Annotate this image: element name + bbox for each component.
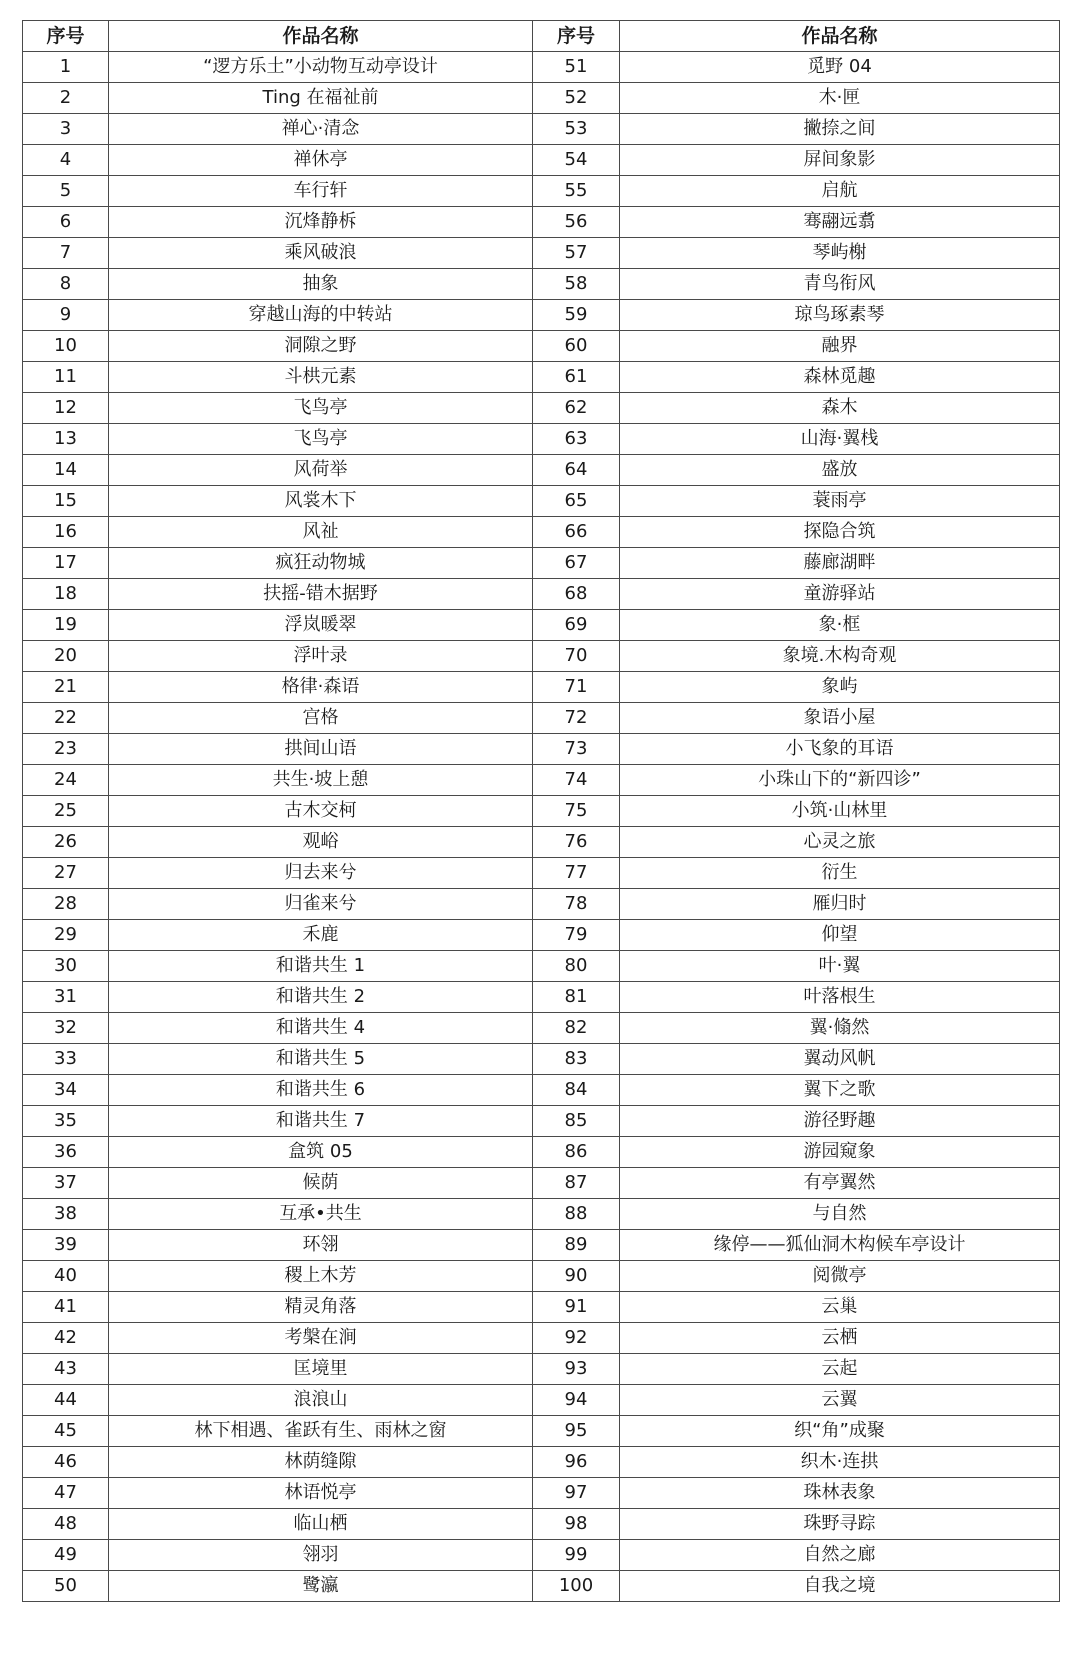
- title-left-cell: 斗栱元素: [109, 362, 533, 393]
- serial-left-cell: 48: [23, 1509, 109, 1540]
- title-left-cell: 和谐共生 6: [109, 1075, 533, 1106]
- serial-left-cell: 14: [23, 455, 109, 486]
- table-row: [23, 393, 1060, 424]
- serial-right-cell: 84: [533, 1075, 620, 1106]
- table-row: [23, 796, 1060, 827]
- serial-right-cell: 78: [533, 889, 620, 920]
- title-right-cell: 象屿: [620, 672, 1060, 703]
- serial-left-cell: 5: [23, 176, 109, 207]
- title-left-cell: 和谐共生 7: [109, 1106, 533, 1137]
- title-left-cell: 环翎: [109, 1230, 533, 1261]
- header-title-right: 作品名称: [620, 21, 1060, 52]
- title-right-cell: 织“角”成聚: [620, 1416, 1060, 1447]
- title-right-cell: 织木·连拱: [620, 1447, 1060, 1478]
- title-left-cell: 精灵角落: [109, 1292, 533, 1323]
- serial-right-cell: 68: [533, 579, 620, 610]
- table-row: [23, 238, 1060, 269]
- serial-right-cell: 76: [533, 827, 620, 858]
- table-row: [23, 1075, 1060, 1106]
- table-row: [23, 1013, 1060, 1044]
- title-left-cell: 共生·坡上憩: [109, 765, 533, 796]
- serial-left-cell: 8: [23, 269, 109, 300]
- table-header: [23, 21, 1060, 52]
- serial-right-cell: 70: [533, 641, 620, 672]
- title-left-cell: 观峪: [109, 827, 533, 858]
- title-left-cell: 古木交柯: [109, 796, 533, 827]
- serial-left-cell: 36: [23, 1137, 109, 1168]
- title-right-cell: 缘停——狐仙洞木构候车亭设计: [620, 1230, 1060, 1261]
- serial-left-cell: 13: [23, 424, 109, 455]
- title-left-cell: 稷上木芳: [109, 1261, 533, 1292]
- table-row: [23, 517, 1060, 548]
- serial-left-cell: 47: [23, 1478, 109, 1509]
- title-right-cell: 云栖: [620, 1323, 1060, 1354]
- serial-right-cell: 80: [533, 951, 620, 982]
- title-right-cell: 小筑·山林里: [620, 796, 1060, 827]
- serial-left-cell: 34: [23, 1075, 109, 1106]
- title-right-cell: 叶落根生: [620, 982, 1060, 1013]
- serial-right-cell: 98: [533, 1509, 620, 1540]
- table-row: [23, 982, 1060, 1013]
- table-row: [23, 1044, 1060, 1075]
- table-row: [23, 52, 1060, 83]
- serial-right-cell: 97: [533, 1478, 620, 1509]
- title-left-cell: 拱间山语: [109, 734, 533, 765]
- serial-left-cell: 4: [23, 145, 109, 176]
- serial-right-cell: 58: [533, 269, 620, 300]
- title-left-cell: “逻方乐土”小动物互动亭设计: [109, 52, 533, 83]
- table-row: [23, 920, 1060, 951]
- table-row: [23, 827, 1060, 858]
- table-row: [23, 424, 1060, 455]
- title-left-cell: 盒筑 05: [109, 1137, 533, 1168]
- serial-right-cell: 65: [533, 486, 620, 517]
- table-row: [23, 486, 1060, 517]
- table-row: [23, 672, 1060, 703]
- title-right-cell: 自然之廊: [620, 1540, 1060, 1571]
- serial-right-cell: 55: [533, 176, 620, 207]
- title-right-cell: 雁归时: [620, 889, 1060, 920]
- header-row: [23, 21, 1060, 52]
- serial-left-cell: 23: [23, 734, 109, 765]
- title-right-cell: 阅微亭: [620, 1261, 1060, 1292]
- serial-left-cell: 30: [23, 951, 109, 982]
- serial-left-cell: 27: [23, 858, 109, 889]
- serial-right-cell: 79: [533, 920, 620, 951]
- table-row: [23, 734, 1060, 765]
- serial-right-cell: 61: [533, 362, 620, 393]
- table-row: [23, 1540, 1060, 1571]
- header-serial-right: 序号: [533, 21, 620, 52]
- table-row: [23, 83, 1060, 114]
- title-left-cell: 和谐共生 2: [109, 982, 533, 1013]
- serial-left-cell: 50: [23, 1571, 109, 1602]
- title-left-cell: 翎羽: [109, 1540, 533, 1571]
- title-right-cell: 游径野趣: [620, 1106, 1060, 1137]
- serial-right-cell: 71: [533, 672, 620, 703]
- title-right-cell: 藤廊湖畔: [620, 548, 1060, 579]
- serial-right-cell: 51: [533, 52, 620, 83]
- table-row: [23, 858, 1060, 889]
- table-row: [23, 207, 1060, 238]
- title-right-cell: 云起: [620, 1354, 1060, 1385]
- serial-right-cell: 93: [533, 1354, 620, 1385]
- title-right-cell: 撇捺之间: [620, 114, 1060, 145]
- title-left-cell: 和谐共生 4: [109, 1013, 533, 1044]
- table-row: [23, 548, 1060, 579]
- serial-right-cell: 90: [533, 1261, 620, 1292]
- serial-left-cell: 35: [23, 1106, 109, 1137]
- serial-left-cell: 37: [23, 1168, 109, 1199]
- title-right-cell: 象语小屋: [620, 703, 1060, 734]
- serial-right-cell: 64: [533, 455, 620, 486]
- title-right-cell: 骞翮远翥: [620, 207, 1060, 238]
- title-right-cell: 自我之境: [620, 1571, 1060, 1602]
- table-row: [23, 765, 1060, 796]
- title-left-cell: 匡境里: [109, 1354, 533, 1385]
- serial-left-cell: 22: [23, 703, 109, 734]
- table-row: [23, 1385, 1060, 1416]
- serial-left-cell: 41: [23, 1292, 109, 1323]
- serial-left-cell: 32: [23, 1013, 109, 1044]
- serial-right-cell: 63: [533, 424, 620, 455]
- table-row: [23, 331, 1060, 362]
- serial-right-cell: 85: [533, 1106, 620, 1137]
- table-row: [23, 1571, 1060, 1602]
- title-left-cell: 格律·森语: [109, 672, 533, 703]
- title-right-cell: 融界: [620, 331, 1060, 362]
- title-right-cell: 盛放: [620, 455, 1060, 486]
- serial-left-cell: 18: [23, 579, 109, 610]
- serial-left-cell: 44: [23, 1385, 109, 1416]
- title-left-cell: 禅心·清念: [109, 114, 533, 145]
- table-row: [23, 1261, 1060, 1292]
- table-row: [23, 1478, 1060, 1509]
- title-right-cell: 心灵之旅: [620, 827, 1060, 858]
- title-right-cell: 珠野寻踪: [620, 1509, 1060, 1540]
- table-row: [23, 1416, 1060, 1447]
- table-row: [23, 1168, 1060, 1199]
- table-row: [23, 145, 1060, 176]
- table-row: [23, 951, 1060, 982]
- serial-right-cell: 96: [533, 1447, 620, 1478]
- title-right-cell: 童游驿站: [620, 579, 1060, 610]
- title-left-cell: 候荫: [109, 1168, 533, 1199]
- serial-left-cell: 45: [23, 1416, 109, 1447]
- title-left-cell: 林荫缝隙: [109, 1447, 533, 1478]
- title-right-cell: 象·框: [620, 610, 1060, 641]
- table-body: [23, 52, 1060, 1602]
- table-row: [23, 114, 1060, 145]
- title-left-cell: 和谐共生 5: [109, 1044, 533, 1075]
- serial-left-cell: 21: [23, 672, 109, 703]
- table-row: [23, 703, 1060, 734]
- title-right-cell: 仰望: [620, 920, 1060, 951]
- title-left-cell: 考槃在涧: [109, 1323, 533, 1354]
- title-left-cell: 浮叶录: [109, 641, 533, 672]
- title-left-cell: 互承•共生: [109, 1199, 533, 1230]
- table-row: [23, 1509, 1060, 1540]
- table-row: [23, 1354, 1060, 1385]
- header-title-left: 作品名称: [109, 21, 533, 52]
- title-left-cell: 洞隙之野: [109, 331, 533, 362]
- table-row: [23, 579, 1060, 610]
- serial-left-cell: 7: [23, 238, 109, 269]
- title-left-cell: 扶摇-错木据野: [109, 579, 533, 610]
- title-right-cell: 木·匣: [620, 83, 1060, 114]
- title-right-cell: 翼·翛然: [620, 1013, 1060, 1044]
- title-left-cell: 浮岚暖翠: [109, 610, 533, 641]
- serial-left-cell: 33: [23, 1044, 109, 1075]
- serial-left-cell: 12: [23, 393, 109, 424]
- table-row: [23, 610, 1060, 641]
- serial-right-cell: 86: [533, 1137, 620, 1168]
- serial-left-cell: 49: [23, 1540, 109, 1571]
- serial-right-cell: 91: [533, 1292, 620, 1323]
- title-right-cell: 山海·翼栈: [620, 424, 1060, 455]
- title-right-cell: 森林觅趣: [620, 362, 1060, 393]
- serial-left-cell: 6: [23, 207, 109, 238]
- title-right-cell: 琴屿榭: [620, 238, 1060, 269]
- serial-left-cell: 39: [23, 1230, 109, 1261]
- works-table: [22, 20, 1060, 1602]
- serial-right-cell: 94: [533, 1385, 620, 1416]
- title-left-cell: 宫格: [109, 703, 533, 734]
- title-left-cell: 归去来兮: [109, 858, 533, 889]
- title-left-cell: 穿越山海的中转站: [109, 300, 533, 331]
- serial-right-cell: 74: [533, 765, 620, 796]
- serial-right-cell: 100: [533, 1571, 620, 1602]
- serial-right-cell: 62: [533, 393, 620, 424]
- serial-left-cell: 15: [23, 486, 109, 517]
- title-left-cell: 归雀来兮: [109, 889, 533, 920]
- title-left-cell: 鹭瀛: [109, 1571, 533, 1602]
- title-right-cell: 森木: [620, 393, 1060, 424]
- table-row: [23, 269, 1060, 300]
- serial-left-cell: 1: [23, 52, 109, 83]
- serial-right-cell: 83: [533, 1044, 620, 1075]
- title-right-cell: 与自然: [620, 1199, 1060, 1230]
- serial-left-cell: 26: [23, 827, 109, 858]
- title-left-cell: 沉烽静柝: [109, 207, 533, 238]
- serial-right-cell: 87: [533, 1168, 620, 1199]
- table-row: [23, 455, 1060, 486]
- serial-right-cell: 82: [533, 1013, 620, 1044]
- title-right-cell: 叶·翼: [620, 951, 1060, 982]
- table-row: [23, 1199, 1060, 1230]
- serial-left-cell: 31: [23, 982, 109, 1013]
- title-left-cell: 疯狂动物城: [109, 548, 533, 579]
- serial-right-cell: 69: [533, 610, 620, 641]
- title-right-cell: 珠林表象: [620, 1478, 1060, 1509]
- title-right-cell: 云翼: [620, 1385, 1060, 1416]
- serial-left-cell: 10: [23, 331, 109, 362]
- serial-left-cell: 9: [23, 300, 109, 331]
- header-serial-left: 序号: [23, 21, 109, 52]
- title-left-cell: 林语悦亭: [109, 1478, 533, 1509]
- title-right-cell: 蓑雨亭: [620, 486, 1060, 517]
- serial-left-cell: 17: [23, 548, 109, 579]
- title-left-cell: 车行轩: [109, 176, 533, 207]
- title-right-cell: 青鸟衔风: [620, 269, 1060, 300]
- title-right-cell: 启航: [620, 176, 1060, 207]
- serial-right-cell: 72: [533, 703, 620, 734]
- serial-right-cell: 88: [533, 1199, 620, 1230]
- serial-left-cell: 43: [23, 1354, 109, 1385]
- serial-right-cell: 59: [533, 300, 620, 331]
- table-row: [23, 176, 1060, 207]
- serial-right-cell: 67: [533, 548, 620, 579]
- title-left-cell: Ting 在福祉前: [109, 83, 533, 114]
- title-right-cell: 云巢: [620, 1292, 1060, 1323]
- table-row: [23, 1447, 1060, 1478]
- serial-right-cell: 56: [533, 207, 620, 238]
- title-right-cell: 衍生: [620, 858, 1060, 889]
- title-right-cell: 游园窥象: [620, 1137, 1060, 1168]
- title-left-cell: 飞鸟亭: [109, 424, 533, 455]
- title-right-cell: 小珠山下的“新四诊”: [620, 765, 1060, 796]
- title-left-cell: 风荷举: [109, 455, 533, 486]
- serial-left-cell: 38: [23, 1199, 109, 1230]
- serial-right-cell: 92: [533, 1323, 620, 1354]
- serial-right-cell: 75: [533, 796, 620, 827]
- title-left-cell: 风祉: [109, 517, 533, 548]
- title-right-cell: 象境.木构奇观: [620, 641, 1060, 672]
- serial-right-cell: 99: [533, 1540, 620, 1571]
- serial-right-cell: 54: [533, 145, 620, 176]
- serial-left-cell: 42: [23, 1323, 109, 1354]
- serial-left-cell: 19: [23, 610, 109, 641]
- title-left-cell: 禾鹿: [109, 920, 533, 951]
- table-row: [23, 1106, 1060, 1137]
- title-right-cell: 探隐合筑: [620, 517, 1060, 548]
- title-right-cell: 觅野 04: [620, 52, 1060, 83]
- serial-left-cell: 20: [23, 641, 109, 672]
- serial-right-cell: 95: [533, 1416, 620, 1447]
- title-right-cell: 翼下之歌: [620, 1075, 1060, 1106]
- serial-left-cell: 24: [23, 765, 109, 796]
- serial-left-cell: 16: [23, 517, 109, 548]
- serial-right-cell: 52: [533, 83, 620, 114]
- table-row: [23, 1292, 1060, 1323]
- table-row: [23, 1137, 1060, 1168]
- serial-left-cell: 29: [23, 920, 109, 951]
- title-right-cell: 屏间象影: [620, 145, 1060, 176]
- serial-left-cell: 2: [23, 83, 109, 114]
- serial-right-cell: 89: [533, 1230, 620, 1261]
- table-row: [23, 1230, 1060, 1261]
- serial-right-cell: 66: [533, 517, 620, 548]
- serial-right-cell: 57: [533, 238, 620, 269]
- table-row: [23, 889, 1060, 920]
- title-right-cell: 有亭翼然: [620, 1168, 1060, 1199]
- table-row: [23, 300, 1060, 331]
- serial-left-cell: 28: [23, 889, 109, 920]
- title-left-cell: 乘风破浪: [109, 238, 533, 269]
- title-left-cell: 浪浪山: [109, 1385, 533, 1416]
- title-left-cell: 和谐共生 1: [109, 951, 533, 982]
- title-right-cell: 小飞象的耳语: [620, 734, 1060, 765]
- serial-right-cell: 53: [533, 114, 620, 145]
- serial-left-cell: 25: [23, 796, 109, 827]
- serial-right-cell: 77: [533, 858, 620, 889]
- title-left-cell: 林下相遇、雀跃有生、雨林之窗: [109, 1416, 533, 1447]
- serial-right-cell: 73: [533, 734, 620, 765]
- title-right-cell: 翼动风帆: [620, 1044, 1060, 1075]
- title-left-cell: 禅休亭: [109, 145, 533, 176]
- serial-left-cell: 3: [23, 114, 109, 145]
- title-left-cell: 风裳木下: [109, 486, 533, 517]
- table-row: [23, 641, 1060, 672]
- title-left-cell: 飞鸟亭: [109, 393, 533, 424]
- serial-left-cell: 11: [23, 362, 109, 393]
- title-left-cell: 临山栖: [109, 1509, 533, 1540]
- serial-right-cell: 60: [533, 331, 620, 362]
- title-left-cell: 抽象: [109, 269, 533, 300]
- title-right-cell: 琼鸟琢素琴: [620, 300, 1060, 331]
- serial-right-cell: 81: [533, 982, 620, 1013]
- serial-left-cell: 46: [23, 1447, 109, 1478]
- table-row: [23, 1323, 1060, 1354]
- serial-left-cell: 40: [23, 1261, 109, 1292]
- table-row: [23, 362, 1060, 393]
